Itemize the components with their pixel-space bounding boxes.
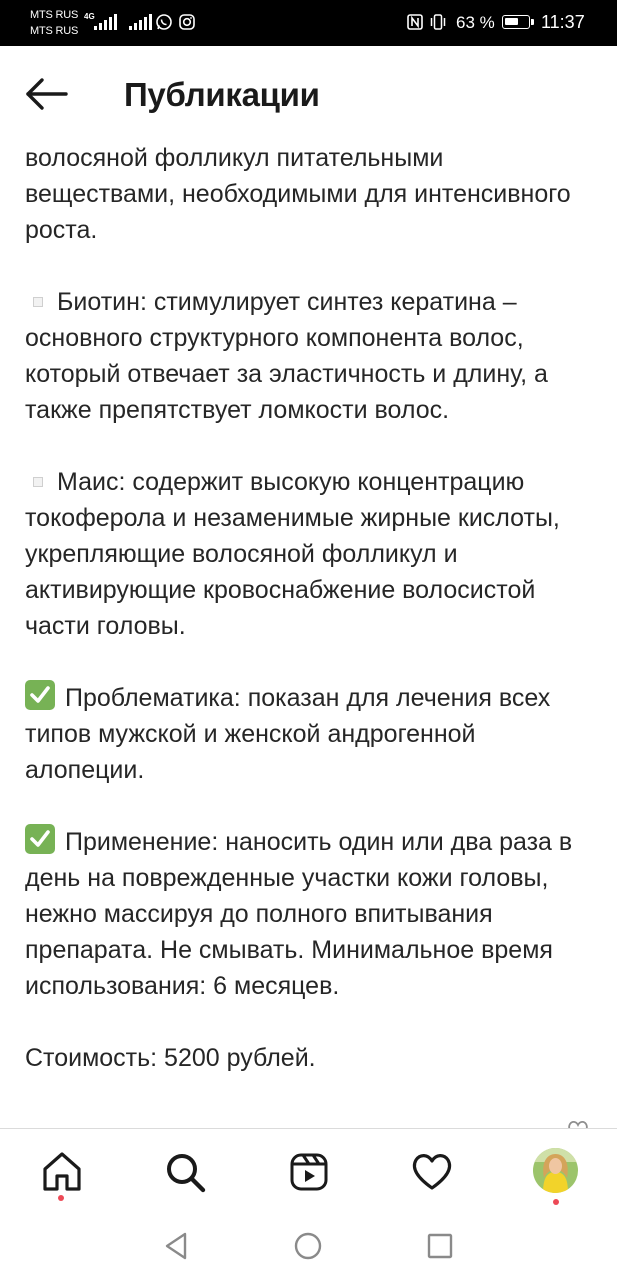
heart-icon[interactable] — [567, 1120, 589, 1128]
back-triangle-icon — [161, 1230, 193, 1262]
avatar[interactable] — [533, 1148, 578, 1193]
battery-tip — [531, 19, 534, 25]
bottom-navigation — [0, 1128, 617, 1213]
check-mark-icon — [25, 680, 55, 710]
recents-square-icon — [424, 1230, 456, 1262]
caption-bullet-mais — [25, 464, 600, 644]
system-recents-button[interactable] — [424, 1230, 456, 1262]
vibrate-icon — [429, 13, 447, 31]
system-back-button[interactable] — [161, 1230, 193, 1262]
post-caption — [25, 140, 600, 1112]
instagram-icon — [178, 13, 196, 31]
arrow-left-icon — [22, 74, 74, 114]
network-type: 4G — [84, 12, 95, 21]
heart-icon — [407, 1147, 457, 1197]
status-clock: 11:37 — [541, 12, 585, 32]
biotin-text: Биотин: стимулирует синтез кератина – основного структурного компонента волос, который отвечает за эластичность и длину, а также препятствует ломкости волос. — [25, 288, 548, 424]
caption-bullet-biotin — [25, 284, 600, 428]
reels-icon — [284, 1147, 334, 1197]
carrier-labels — [30, 7, 78, 39]
caption-price — [25, 1040, 600, 1076]
bullet-square-icon — [33, 297, 43, 307]
caption-paragraph — [25, 140, 600, 248]
battery-percent: 63 % — [456, 13, 495, 32]
caption-intro-text: волосяной фолликул питательными веществами, необходимыми для интенсивного роста. — [25, 144, 571, 244]
bullet-square-icon — [33, 477, 43, 487]
carrier-1: MTS RUS — [30, 9, 79, 21]
system-home-button[interactable] — [292, 1230, 324, 1262]
page-header — [0, 46, 617, 144]
price-text: Стоимость: 5200 рублей. — [25, 1044, 316, 1072]
mais-text: Маис: содержит высокую концентрацию токоферола и незаменимые жирные кислоты, укрепляющие волосяной фолликул и активирующие кровоснабжение волосистой части головы. — [25, 468, 560, 640]
home-circle-icon — [292, 1230, 324, 1262]
post-content[interactable] — [0, 140, 617, 1128]
page-title: Публикации — [124, 76, 320, 113]
caption-check-problem — [25, 680, 600, 788]
whatsapp-icon — [155, 13, 173, 31]
nav-reels[interactable] — [284, 1147, 334, 1197]
home-icon — [37, 1147, 87, 1197]
home-notification-dot — [58, 1195, 64, 1201]
check-mark-icon — [25, 824, 55, 854]
usage-text: Применение: наносить один или два раза в день на поврежденные участки кожи головы, нежно массируя до полного впитывания препарата. Не смывать. Минимальное время использования: 6 месяцев. — [25, 828, 573, 1000]
search-icon — [160, 1147, 210, 1197]
battery-fill — [505, 18, 518, 25]
signal-icon — [129, 14, 152, 30]
battery-icon — [502, 15, 530, 29]
profile-notification-dot — [553, 1199, 559, 1205]
status-bar — [0, 0, 617, 46]
nav-search[interactable] — [160, 1147, 210, 1197]
back-button[interactable] — [22, 74, 74, 114]
caption-check-usage — [25, 824, 600, 1004]
nfc-icon — [406, 13, 424, 31]
system-navigation-bar — [0, 1212, 617, 1280]
nav-activity[interactable] — [407, 1147, 457, 1197]
carrier-2: MTS RUS — [30, 25, 79, 37]
profile-photo — [533, 1148, 578, 1193]
nav-home[interactable] — [37, 1147, 87, 1197]
problem-text: Проблематика: показан для лечения всех типов мужской и женской андрогенной алопеции. — [25, 684, 551, 784]
signal-icon — [94, 14, 117, 30]
